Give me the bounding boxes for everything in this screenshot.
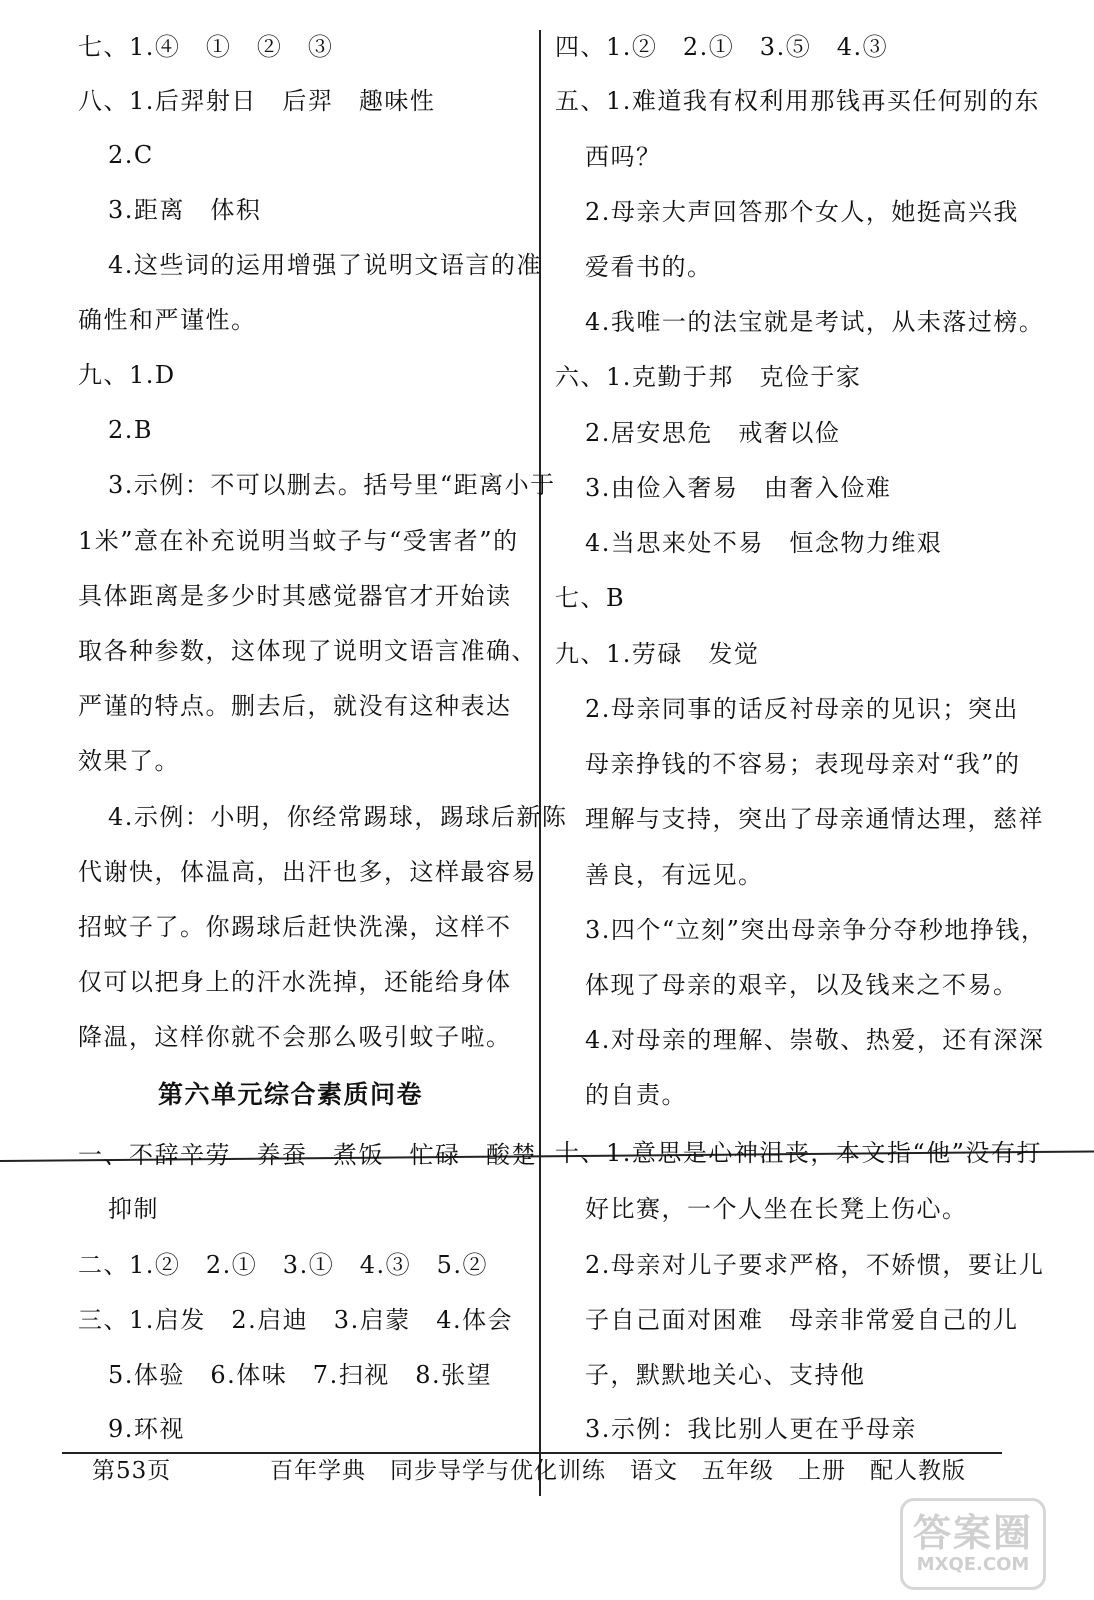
answer-line: 3.示例：不可以删去。括号里“距离小于 xyxy=(108,471,556,499)
answer-line: 3.四个“立刻”突出母亲争分夺秒地挣钱， xyxy=(585,916,1047,944)
answer-line: 4.示例：小明，你经常踢球，踢球后新陈 xyxy=(108,803,568,831)
answer-line: 子自己面对困难 母亲非常爱自己的儿 xyxy=(585,1306,1019,1334)
answer-line: 抑制 xyxy=(108,1195,159,1223)
answer-line: 西吗？ xyxy=(585,143,662,171)
answer-line: 取各种参数，这体现了说明文语言准确、 xyxy=(78,637,537,665)
section-heading: 第六单元综合素质问卷 xyxy=(158,1080,424,1109)
answer-line: 效果了。 xyxy=(78,747,180,775)
answer-line: 4.对母亲的理解、崇敬、热爱，还有深深 xyxy=(585,1026,1045,1054)
book-title: 百年学典 同步导学与优化训练 语文 五年级 上册 配人教版 xyxy=(270,1458,966,1484)
answer-line: 七、1.④ ① ② ③ xyxy=(78,33,334,61)
answer-line: 母亲挣钱的不容易；表现母亲对“我”的 xyxy=(585,750,1021,778)
answer-line: 4.这些词的运用增强了说明文语言的准 xyxy=(108,251,542,279)
answer-line: 子，默默地关心、支持他 xyxy=(585,1361,866,1389)
answer-line: 2.母亲大声回答那个女人，她挺高兴我 xyxy=(585,198,1019,226)
watermark-logo xyxy=(900,1498,1046,1590)
answer-line: 的自责。 xyxy=(585,1081,687,1109)
answer-line: 体现了母亲的艰辛，以及钱来之不易。 xyxy=(585,971,1019,999)
footer-rule xyxy=(62,1452,1002,1454)
answer-line: 爱看书的。 xyxy=(585,253,713,281)
watermark-logo-text: 答案圈 xyxy=(912,1511,1033,1555)
answer-line: 严谨的特点。删去后，就没有这种表达 xyxy=(78,692,512,720)
answer-line: 仅可以把身上的汗水洗掉，还能给身体 xyxy=(78,968,512,996)
answer-line: 好比赛，一个人坐在长凳上伤心。 xyxy=(585,1195,968,1223)
answer-line: 4.我唯一的法宝就是考试，从未落过榜。 xyxy=(585,308,1045,336)
answer-line: 降温，这样你就不会那么吸引蚊子啦。 xyxy=(78,1023,512,1051)
answer-line: 4.当思来处不易 恒念物力维艰 xyxy=(585,529,943,557)
answer-line: 2.居安思危 戒奢以俭 xyxy=(585,419,841,447)
answer-line: 理解与支持，突出了母亲通情达理，慈祥 xyxy=(585,805,1044,833)
answer-line: 9.环视 xyxy=(108,1415,185,1443)
answer-line: 七、B xyxy=(555,584,626,612)
answer-line: 六、1.克勤于邦 克俭于家 xyxy=(555,363,862,391)
answer-line: 3.由俭入奢易 由奢入俭难 xyxy=(585,474,892,502)
answer-line: 十、1.意思是心神沮丧，本文指“他”没有打 xyxy=(555,1139,1042,1167)
answer-line: 确性和严谨性。 xyxy=(78,306,257,334)
page-number: 第53页 xyxy=(92,1458,172,1484)
answer-line: 五、1.难道我有权利用那钱再买任何别的东 xyxy=(555,87,1040,115)
answer-line: 代谢快，体温高，出汗也多，这样最容易 xyxy=(78,858,537,886)
answer-line: 四、1.② 2.① 3.⑤ 4.③ xyxy=(555,33,889,61)
answer-line: 2.B xyxy=(108,416,154,444)
answer-line: 1米”意在补充说明当蚊子与“受害者”的 xyxy=(78,527,519,555)
answer-line: 2.母亲同事的话反衬母亲的见识；突出 xyxy=(585,695,1019,723)
answer-line: 善良，有远见。 xyxy=(585,861,764,889)
answer-line: 2.母亲对儿子要求严格，不娇惯，要让儿 xyxy=(585,1251,1045,1279)
answer-line: 招蚊子了。你踢球后赶快洗澡，这样不 xyxy=(78,913,512,941)
answer-line: 三、1.启发 2.启迪 3.启蒙 4.体会 xyxy=(78,1306,514,1334)
answer-line: 2.C xyxy=(108,141,154,169)
answer-line: 具体距离是多少时其感觉器官才开始读 xyxy=(78,582,512,610)
answer-line: 一、不辞辛劳 养蚕 煮饭 忙碌 酸楚 xyxy=(78,1141,537,1169)
answer-line: 3.示例：我比别人更在乎母亲 xyxy=(585,1415,917,1443)
watermark-url: MXQE.COM xyxy=(916,1554,1030,1575)
answer-line: 八、1.后羿射日 后羿 趣味性 xyxy=(78,87,436,115)
answer-line: 九、1.D xyxy=(78,361,176,389)
answer-line: 二、1.② 2.① 3.① 4.③ 5.② xyxy=(78,1251,488,1279)
answer-line: 3.距离 体积 xyxy=(108,196,262,224)
answer-line: 5.体验 6.体味 7.扫视 8.张望 xyxy=(108,1361,493,1389)
answer-line: 九、1.劳碌 发觉 xyxy=(555,640,760,668)
